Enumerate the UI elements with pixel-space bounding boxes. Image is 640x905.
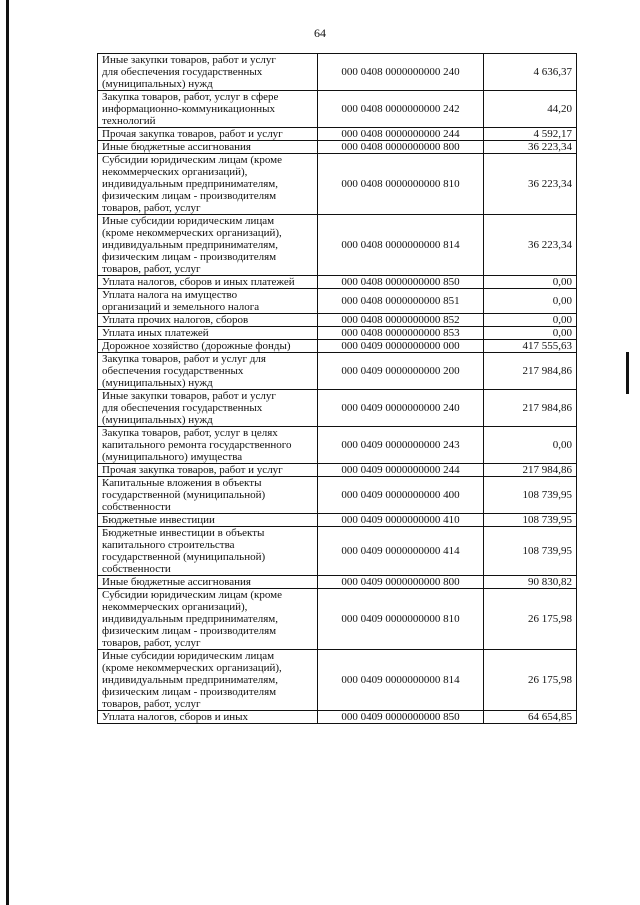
row-name-cell: Бюджетные инвестиции в объекты капитального строительства государственной (муниципальной) собственности: [98, 527, 318, 576]
row-amount-cell: 90 830,82: [484, 576, 577, 589]
table-row: [98, 711, 577, 724]
row-name-cell: Уплата иных платежей: [98, 327, 318, 340]
row-amount-cell: 108 739,95: [484, 527, 577, 576]
table-row: [98, 91, 577, 128]
table-row: [98, 276, 577, 289]
row-name-cell: Иные бюджетные ассигнования: [98, 576, 318, 589]
table-row: [98, 576, 577, 589]
row-amount-cell: 217 984,86: [484, 390, 577, 427]
row-code-cell: 000 0408 0000000000 244: [318, 128, 484, 141]
row-amount-cell: 0,00: [484, 289, 577, 314]
row-name-cell: Уплата налогов, сборов и иных платежей: [98, 276, 318, 289]
row-name-cell: Прочая закупка товаров, работ и услуг: [98, 128, 318, 141]
row-code-cell: 000 0409 0000000000 410: [318, 514, 484, 527]
row-name-cell: Иные закупки товаров, работ и услуг для обеспечения государственных (муниципальных) нужд: [98, 390, 318, 427]
table-row: [98, 589, 577, 650]
table-row: [98, 128, 577, 141]
table-row: [98, 154, 577, 215]
row-amount-cell: 4 592,17: [484, 128, 577, 141]
row-name-cell: Уплата прочих налогов, сборов: [98, 314, 318, 327]
row-name-cell: Дорожное хозяйство (дорожные фонды): [98, 340, 318, 353]
row-code-cell: 000 0408 0000000000 240: [318, 54, 484, 91]
row-amount-cell: 64 654,85: [484, 711, 577, 724]
row-amount-cell: 0,00: [484, 314, 577, 327]
scan-mark-right: [626, 352, 629, 394]
row-name-cell: Уплата налогов, сборов и иных: [98, 711, 318, 724]
row-name-cell: Закупка товаров, работ, услуг в сфере информационно-коммуникационных технологий: [98, 91, 318, 128]
row-amount-cell: 217 984,86: [484, 464, 577, 477]
row-code-cell: 000 0409 0000000000 850: [318, 711, 484, 724]
table-row: [98, 390, 577, 427]
row-code-cell: 000 0409 0000000000 240: [318, 390, 484, 427]
table-row: [98, 477, 577, 514]
row-amount-cell: 0,00: [484, 276, 577, 289]
row-code-cell: 000 0408 0000000000 810: [318, 154, 484, 215]
row-code-cell: 000 0409 0000000000 414: [318, 527, 484, 576]
page-number: 64: [314, 26, 326, 40]
row-code-cell: 000 0409 0000000000 810: [318, 589, 484, 650]
row-code-cell: 000 0408 0000000000 242: [318, 91, 484, 128]
row-amount-cell: 0,00: [484, 327, 577, 340]
row-amount-cell: 44,20: [484, 91, 577, 128]
row-amount-cell: 217 984,86: [484, 353, 577, 390]
row-amount-cell: 4 636,37: [484, 54, 577, 91]
table-row: [98, 327, 577, 340]
row-code-cell: 000 0409 0000000000 000: [318, 340, 484, 353]
row-name-cell: Закупка товаров, работ, услуг в целях капитального ремонта государственного (муниципального) имущества: [98, 427, 318, 464]
row-amount-cell: 36 223,34: [484, 215, 577, 276]
row-code-cell: 000 0409 0000000000 400: [318, 477, 484, 514]
row-name-cell: Иные субсидии юридическим лицам (кроме некоммерческих организаций), индивидуальным предпринимателям, физическим лицам - производителям товаров, работ, услуг: [98, 215, 318, 276]
table-row: [98, 650, 577, 711]
row-code-cell: 000 0408 0000000000 851: [318, 289, 484, 314]
row-amount-cell: 36 223,34: [484, 154, 577, 215]
row-amount-cell: 0,00: [484, 427, 577, 464]
row-code-cell: 000 0408 0000000000 852: [318, 314, 484, 327]
table-row: [98, 141, 577, 154]
row-name-cell: Иные бюджетные ассигнования: [98, 141, 318, 154]
row-name-cell: Капитальные вложения в объекты государственной (муниципальной) собственности: [98, 477, 318, 514]
table-row: [98, 340, 577, 353]
row-amount-cell: 108 739,95: [484, 477, 577, 514]
row-name-cell: Уплата налога на имущество организаций и земельного налога: [98, 289, 318, 314]
row-name-cell: Бюджетные инвестиции: [98, 514, 318, 527]
table-row: [98, 514, 577, 527]
row-name-cell: Субсидии юридическим лицам (кроме некоммерческих организаций), индивидуальным предпринимателям, физическим лицам - производителям товаров, работ, услуг: [98, 154, 318, 215]
row-amount-cell: 26 175,98: [484, 650, 577, 711]
row-code-cell: 000 0409 0000000000 800: [318, 576, 484, 589]
row-code-cell: 000 0409 0000000000 243: [318, 427, 484, 464]
budget-table: [97, 53, 577, 724]
row-code-cell: 000 0408 0000000000 853: [318, 327, 484, 340]
row-code-cell: 000 0408 0000000000 800: [318, 141, 484, 154]
row-code-cell: 000 0409 0000000000 244: [318, 464, 484, 477]
row-code-cell: 000 0409 0000000000 814: [318, 650, 484, 711]
row-amount-cell: 26 175,98: [484, 589, 577, 650]
row-code-cell: 000 0409 0000000000 200: [318, 353, 484, 390]
table-row: [98, 527, 577, 576]
row-code-cell: 000 0408 0000000000 850: [318, 276, 484, 289]
row-amount-cell: 417 555,63: [484, 340, 577, 353]
row-amount-cell: 36 223,34: [484, 141, 577, 154]
table-row: [98, 289, 577, 314]
row-name-cell: Иные субсидии юридическим лицам (кроме некоммерческих организаций), индивидуальным предпринимателям, физическим лицам - производителям товаров, работ, услуг: [98, 650, 318, 711]
table-row: [98, 464, 577, 477]
scan-edge-left: [6, 0, 9, 905]
table-row: [98, 54, 577, 91]
table-row: [98, 314, 577, 327]
row-name-cell: Субсидии юридическим лицам (кроме некоммерческих организаций), индивидуальным предпринимателям, физическим лицам - производителям товаров, работ, услуг: [98, 589, 318, 650]
row-name-cell: Закупка товаров, работ и услуг для обеспечения государственных (муниципальных) нужд: [98, 353, 318, 390]
table-row: [98, 353, 577, 390]
row-amount-cell: 108 739,95: [484, 514, 577, 527]
row-code-cell: 000 0408 0000000000 814: [318, 215, 484, 276]
table-row: [98, 215, 577, 276]
table-row: [98, 427, 577, 464]
row-name-cell: Прочая закупка товаров, работ и услуг: [98, 464, 318, 477]
budget-table-body: [98, 54, 577, 724]
row-name-cell: Иные закупки товаров, работ и услуг для обеспечения государственных (муниципальных) нужд: [98, 54, 318, 91]
